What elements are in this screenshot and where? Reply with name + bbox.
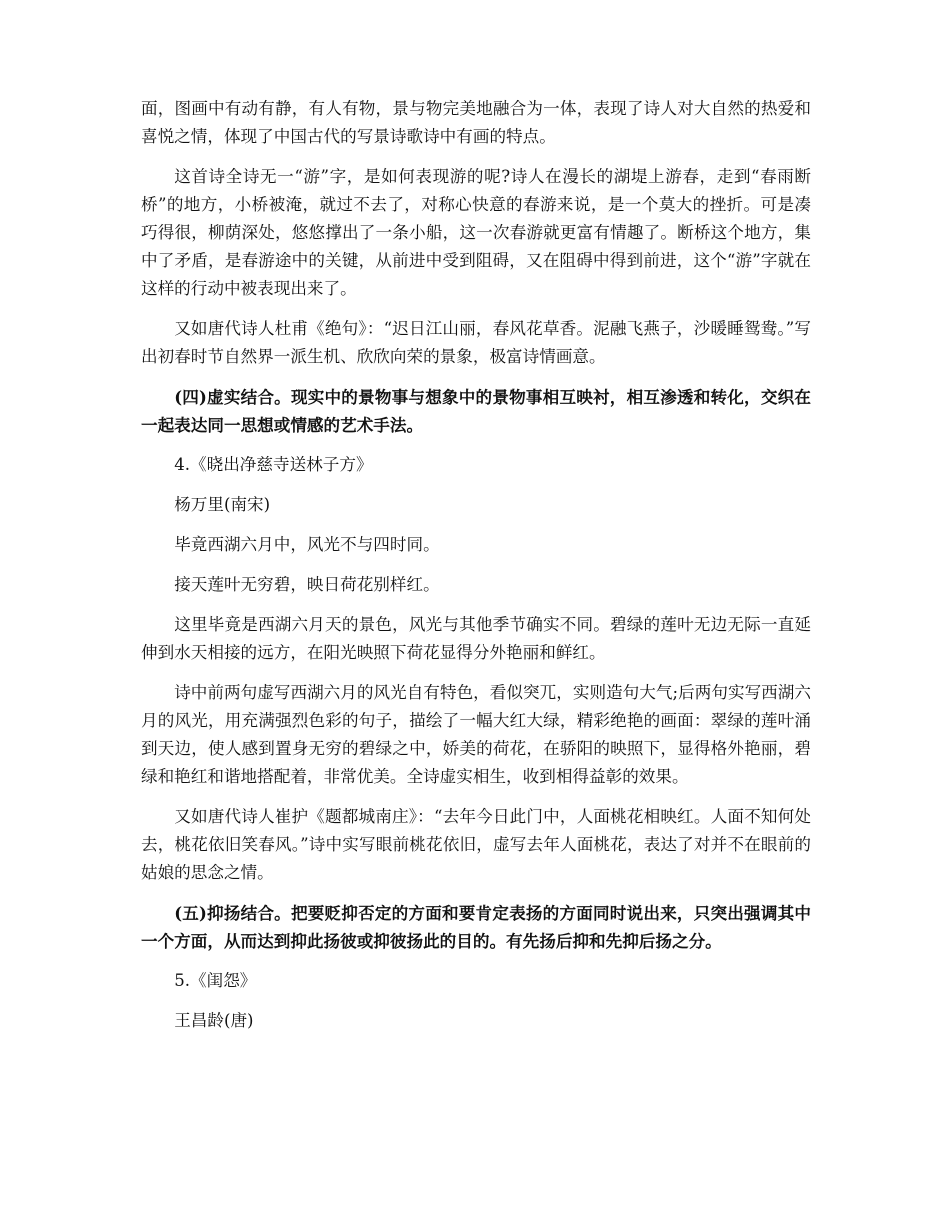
- poem-line-1: 毕竟西湖六月中，风光不与四时同。: [174, 535, 440, 554]
- section-heading-5: (五)抑扬结合。把要贬抑否定的方面和要肯定表扬的方面同时说出来，只突出强调其中一个方面，从而达到抑此扬彼或抑彼扬此的目的。有先扬后抑和先抑后扬之分。: [141, 903, 811, 951]
- paragraph-translation: 这里毕竟是西湖六月天的景色，风光与其他季节确实不同。碧绿的莲叶无边无际一直延伸到水天相接的远方，在阳光映照下荷花显得分外艳丽和鲜红。: [141, 615, 811, 662]
- poem-author-4: 杨万里(南宋): [174, 495, 271, 514]
- poem-title-5: 5.《闺怨》: [174, 971, 257, 990]
- paragraph-analysis: 诗中前两句虚写西湖六月的风光自有特色，看似突兀，实则造句大气;后两句实写西湖六月的风光，用充满强烈色彩的句子，描绘了一幅大红大绿，精彩绝艳的画面：翠绿的莲叶涌到天边，使人感到置身无穷的碧绿之中，娇美的荷花，在骄阳的映照下，显得格外艳丽，碧绿和艳红和谐地搭配着，非常优美。全诗虚实相生，收到相得益彰的效果。: [141, 683, 811, 786]
- section-heading-4: (四)虚实结合。现实中的景物事与想象中的景物事相互映衬，相互渗透和转化，交织在一起表达同一思想或情感的艺术手法。: [141, 387, 811, 435]
- paragraph-3: 又如唐代诗人杜甫《绝句》：“迟日江山丽，春风花草香。泥融飞燕子，沙暖睡鸳鸯。”写出初春时节自然界一派生机、欣欣向荣的景象，极富诗情画意。: [141, 319, 811, 366]
- paragraph-1: 面，图画中有动有静，有人有物，景与物完美地融合为一体，表现了诗人对大自然的热爱和喜悦之情，体现了中国古代的写景诗歌诗中有画的特点。: [141, 99, 811, 146]
- document-page: [141, 95, 811, 1035]
- poem-line-2: 接天莲叶无穷碧，映日荷花别样红。: [174, 575, 440, 594]
- paragraph-example: 又如唐代诗人崔护《题都城南庄》：“去年今日此门中，人面桃花相映红。人面不知何处去，桃花依旧笑春风。”诗中实写眼前桃花依旧，虚写去年人面桃花，表达了对并不在眼前的姑娘的思念之情。: [141, 807, 811, 882]
- poem-author-5: 王昌龄(唐): [174, 1011, 254, 1030]
- poem-title-4: 4.《晓出净慈寺送林子方》: [174, 455, 373, 474]
- paragraph-2: 这首诗全诗无一“游”字，是如何表现游的呢?诗人在漫长的湖堤上游春，走到“春雨断桥”的地方，小桥被淹，就过不去了，对称心快意的春游来说，是一个莫大的挫折。可是凑巧得很，柳荫深处，悠悠撑出了一条小船，这一次春游就更富有情趣了。断桥这个地方，集中了矛盾，是春游途中的关键，从前进中受到阻碍，又在阻碍中得到前进，这个“游”字就在这样的行动中被表现出来了。: [141, 167, 811, 298]
